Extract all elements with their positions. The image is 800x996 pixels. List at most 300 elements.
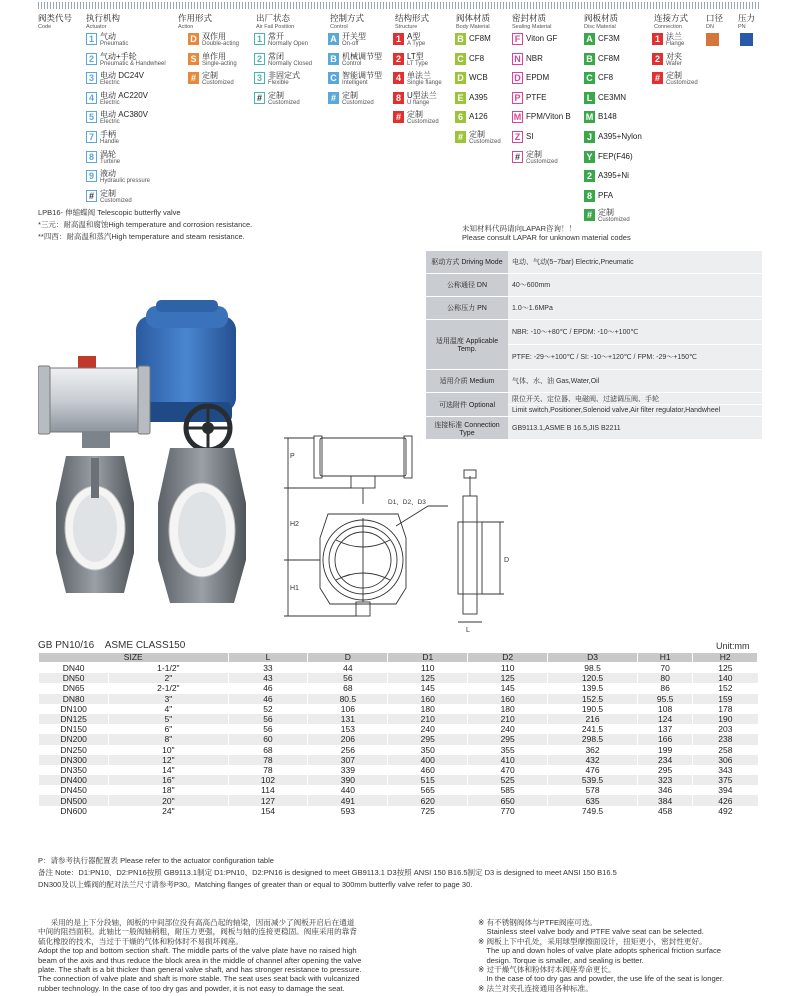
table-row [39,673,758,683]
note-unknown-en: Please consult LAPAR for unknown material codes [462,233,631,242]
table-cell: 160 [468,694,548,704]
spec-label: 驱动方式 Driving Mode [426,251,508,274]
disc-option-label [598,190,613,202]
dim-d123-label: D1、D2、D3 [388,499,426,506]
table-cell: 46 [228,683,308,693]
body-option-label [469,131,501,146]
table-cell: 190.5 [548,704,638,714]
description-line: ※ 阀板上下中孔处，采用球型摩擦面设计，扭矩更小，密封性更好。 [478,936,707,946]
structure-option [393,53,428,68]
column-header [456,14,490,32]
table-cell: 86 [637,683,692,693]
column-header [706,14,723,32]
top-stripe [38,2,760,9]
table-cell: 78 [228,765,308,775]
structure-code-box: 2 [393,53,404,65]
option-text: PFA [598,190,614,200]
pn-swatch [740,33,753,46]
disc-option-label [598,131,642,143]
sealing-option-label [526,151,558,166]
table-row [39,755,758,765]
table-cell: 80 [637,673,692,683]
column-header [654,14,688,32]
column-header-en: DN [706,24,714,30]
table-cell: 585 [468,785,548,795]
option-text-en: Customized [469,139,501,145]
table-cell: DN125 [39,714,109,724]
note-lpb16: LPB16- 伸缩蝶阀 Telescopic butterfly valve [38,208,181,217]
table-cell: 95.5 [637,694,692,704]
table-row [39,694,758,704]
table-cell: DN200 [39,734,109,744]
action-option [188,72,234,87]
actuator-option [86,111,148,126]
actuator-code-box: 8 [86,151,97,163]
table-cell: 106 [308,704,388,714]
option-text-en: Customized [407,119,439,126]
table-cell: 12" [109,755,228,765]
structure-code-box: 1 [393,33,404,45]
actuator-code-box: 1 [86,33,97,45]
column-header-en: Control [330,24,348,30]
disc-code-box: Y [584,151,595,163]
actuator-option-label [100,170,150,185]
body-option-label [469,92,488,104]
table-cell: 110 [388,663,468,674]
option-text: WCB [469,73,488,83]
action-option-label [202,53,237,68]
option-text: FEP(F46) [598,151,633,161]
structure-option-label [407,111,439,126]
option-text-cn: 电动 AC380V [100,110,149,120]
disc-code-box: L [584,92,595,104]
option-text-en: Flexible [268,80,289,87]
column-header-en: Actuator [86,24,107,30]
column-header-cn: 出厂状态 [256,13,291,23]
sealing-option [512,151,558,166]
structure-code-box: 4 [393,72,404,84]
option-text-cn: A型 [407,32,421,41]
table-cell: DN80 [39,694,109,704]
body-option-label [469,53,484,65]
sealing-option [512,53,543,65]
body-code-box: B [455,33,466,45]
table-cell: 210 [468,714,548,724]
column-header [738,14,755,32]
valve-body-right [158,448,246,603]
control-code-box: B [328,53,339,65]
column-header [256,14,294,32]
control-code-box: # [328,92,339,104]
option-text-en: Normally Open [268,41,309,47]
table-cell: 145 [468,683,548,693]
option-text-cn: 常闭 [268,51,284,61]
disc-option-label [598,111,617,123]
column-header-cn: 压力 [738,13,756,23]
sealing-code-box: N [512,53,523,65]
action-option-label [202,72,234,87]
disc-option [584,190,613,202]
table-cell: 2-1/2" [109,683,228,693]
disc-option-label [598,170,629,182]
airfail-option [254,92,300,107]
option-text-en: Customized [268,99,300,106]
actuator-option-label [100,53,166,68]
table-cell: 620 [388,795,468,805]
control-option [328,53,382,68]
description-line: ※ 有不锈钢阀体与PTFE阀座可选。 [478,918,598,927]
table-cell: DN40 [39,663,109,674]
table-cell: 426 [693,795,758,805]
option-text: CE3MN [598,92,627,102]
description-line: Stainless steel valve body and PTFE valve seat can be selected. [478,927,704,937]
option-text: CF8 [598,73,614,83]
option-text: CF8M [469,34,491,43]
disc-code-box: J [584,131,595,143]
table-cell: 241.5 [548,724,638,734]
table-cell: DN400 [39,775,109,785]
actuator-option-label [100,33,128,48]
option-text: Viton GF [526,34,558,43]
table-cell: 8" [109,734,228,744]
description-line: 采用的是上下分段轴，阀板的中间部位没有高高凸起的轴梁，因而减少了阀板开启后在通道 [38,918,355,927]
option-text-en: Wafer [666,60,682,67]
column-header-cn: 阀类代号 [38,13,73,23]
structure-option-label [407,53,428,68]
table-cell: 210 [388,714,468,724]
table-cell: 125 [468,673,548,683]
table-cell: 256 [308,745,388,755]
column-header-cn: 阀板材质 [584,13,619,23]
option-text: FPM/Viton B [526,112,571,122]
description-line: The up and down holes of valve plate adopts spherical friction surface [478,946,722,956]
airfail-code-box: 1 [254,33,265,45]
valve-body-left [56,456,134,593]
option-text-cn: 定制 [598,208,614,218]
option-text-cn: 对夹 [666,51,682,61]
control-code-box: C [328,72,339,84]
option-text-en: Control [342,60,362,67]
option-text: PTFE [526,92,547,102]
table-cell: 5" [109,714,228,724]
table-title: GB PN10/16 ASME CLASS150 [38,640,186,651]
option-text-en: Electric [100,80,120,87]
control-option-label [342,53,382,68]
column-header-cn: 连接方式 [654,13,689,23]
airfail-code-box: # [254,92,265,104]
table-cell: 240 [468,724,548,734]
sealing-code-box: P [512,92,523,104]
disc-code-box: 8 [584,190,595,202]
structure-option [393,33,425,48]
table-cell: 258 [693,745,758,755]
table-cell: 110 [468,663,548,674]
table-cell: 3" [109,694,228,704]
actuator-option [86,131,119,146]
table-row [39,775,758,785]
option-text-cn: 涡轮 [100,149,116,159]
table-row [39,724,758,734]
column-header-en: Structure [395,24,418,30]
table-cell: 295 [637,765,692,775]
table-row [39,765,758,775]
table-cell: 24" [109,806,228,816]
actuator-code-box: 4 [86,92,97,104]
option-text-en: A Type [407,41,426,47]
sealing-option [512,111,571,123]
description-line: The connection of valve plate and shaft is more stable. The seat uses seat back with vulcanized [38,974,360,984]
table-cell: 4" [109,704,228,714]
table-cell: 80.5 [308,694,388,704]
table-cell: 460 [388,765,468,775]
option-text-en: U flange [407,99,430,106]
spec-label: 连接标准 Connection Type [426,417,508,440]
spec-value: PTFE: -29～+100℃ / SI: -10～+120℃ / FPM: -29～+150℃ [508,345,762,370]
option-text: A395 [469,92,488,102]
option-text: EPDM [526,73,550,83]
table-cell: 578 [548,785,638,795]
table-header-cell: H1 [637,653,692,663]
table-cell: 539.5 [548,775,638,785]
disc-code-box: C [584,72,595,84]
description-line: In the case of too dry gas and powder, the use life of the seat is longer. [478,974,725,984]
connection-option-label [666,53,682,68]
option-text-en: Normally Closed [268,60,313,67]
action-code-box: D [188,33,199,45]
table-cell: 145 [388,683,468,693]
table-cell: 323 [637,775,692,785]
sealing-code-box: M [513,112,522,123]
column-header-en: Body Material [456,24,490,30]
table-cell: 339 [308,765,388,775]
table-header-cell: D1 [388,653,468,663]
sealing-option [512,92,546,104]
connection-option [652,33,684,48]
column-header-en: Action [178,24,194,30]
table-cell: 1-1/2" [109,663,228,674]
column-header-cn: 阀体材质 [456,13,491,23]
disc-option [584,151,633,163]
body-option [455,131,501,146]
body-option-label [469,111,488,123]
column-header-cn: 结构形式 [395,13,430,23]
spec-value: GB9113.1,ASME B 16.5,JIS B2211 [508,417,762,440]
table-header-cell: L [228,653,308,663]
table-cell: 43 [228,673,308,683]
table-row [39,663,758,674]
option-text-cn: 常开 [268,32,284,41]
actuator-option [86,151,120,166]
action-option [188,33,239,48]
option-text-en: Customized [342,99,374,106]
table-cell: 234 [637,755,692,765]
column-header [86,14,120,32]
note-three: *三元：耐高温和腐蚀High temperature and corrosion resistance. [38,220,253,229]
column-header-en: Air Fail Position [256,24,295,30]
table-cell: 190 [693,714,758,724]
option-text-cn: 定制 [526,149,542,159]
column-header [330,14,364,32]
table-cell: 6" [109,724,228,734]
table-cell: 650 [468,795,548,805]
column-header [178,14,212,32]
option-text-cn: 液动 [100,169,116,179]
option-text-cn: 法兰 [666,32,682,41]
note-unknown-cn: 未知材料代码请向LAPAR咨询！！ [462,224,577,233]
connection-option [652,72,698,87]
note-four: **四西：耐高温和蒸汽High temperature and steam resistance. [38,232,245,241]
spec-label: 公称通径 DN [426,274,508,297]
table-cell: 46 [228,694,308,704]
connection-code-box: 1 [652,33,663,45]
sealing-option [512,72,549,84]
disc-option [584,209,630,224]
description-right [478,918,778,993]
actuator-option-label [100,131,119,146]
option-text-en: Turbine [100,158,121,165]
action-code-box: # [188,72,199,84]
table-cell: 350 [388,745,468,755]
table-cell: DN65 [39,683,109,693]
option-text-en: Customized [666,80,698,87]
description-line: 中间的阻挡面积。此轴比一般阀轴稍粗，耐压力更强，阀板与轴的连接更稳固。阀座采用的靠背 [38,927,357,937]
option-text-en: LT Type [407,60,429,67]
option-text-cn: 开关型 [342,32,366,41]
sealing-code-box: F [512,33,523,45]
table-cell: 18" [109,785,228,795]
structure-code-box: 8 [393,92,404,104]
table-cell: 346 [637,785,692,795]
table-cell: DN350 [39,765,109,775]
table-cell: 56 [228,714,308,724]
airfail-option [254,72,300,87]
spec-value: 电动、气动(5~7bar) Electric,Pneumatic [508,251,762,274]
option-text: B148 [598,112,617,122]
airfail-code-box: 3 [254,72,265,84]
disc-code-box: 2 [584,170,595,182]
description-line: 硫化橡胶的技术，当过于干燥的气体和粉体时不易损坏阀座。 [38,936,244,946]
spec-row [426,393,762,405]
option-text-cn: U型法兰 [407,90,437,100]
control-option [328,72,382,87]
actuator-option [86,170,150,185]
option-text-cn: 机械调节型 [342,51,382,61]
actuator-code-box: 5 [86,111,97,123]
description-line: design. Torque is smaller, and sealing is better. [478,955,644,965]
option-text-cn: 定制 [666,71,682,81]
option-text-en: Hydraulic pressure [100,178,151,185]
table-cell: 2" [109,673,228,683]
table-cell: DN250 [39,745,109,755]
sealing-option-label [526,131,534,143]
disc-option [584,131,642,143]
table-cell: 470 [468,765,548,775]
table-cell: 216 [548,714,638,724]
connection-code-box: 2 [652,53,663,65]
table-cell: 525 [468,775,548,785]
airfail-code-box: 2 [254,53,265,65]
spec-value: Limit switch,Positioner,Solenoid valve,Air filter regulator,Handwheel [508,405,762,417]
table-cell: 108 [637,704,692,714]
description-line: Adopt the top and bottom section shaft. The middle parts of the valve plate have no raised high [38,946,357,956]
table-cell: 749.5 [548,806,638,816]
table-row [39,714,758,724]
option-text-en: Pneumatic [100,41,129,47]
airfail-option-label [268,53,312,68]
electric-actuator-body [136,316,236,412]
option-text: NBR [526,53,543,63]
control-option-label [342,92,374,107]
structure-option [393,72,442,87]
column-header-cn: 控制方式 [330,13,365,23]
option-text-cn: 定制 [202,71,218,81]
table-cell: 565 [388,785,468,795]
actuator-option-label [100,92,148,107]
dn-swatch [706,33,719,46]
column-header-en: Disc Material [584,24,616,30]
spec-value: 气体、水、油 Gas,Water,Oil [508,370,762,393]
option-text-cn: 双作用 [202,32,226,41]
dim-d-label: D [504,557,510,564]
description-line: rubber technology. In the case of too dry gas and powder, it is not easy to damage the seat. [38,983,345,993]
disc-option-label [598,209,630,224]
table-header-cell: D3 [548,653,638,663]
option-text: A126 [469,112,488,122]
option-text-cn: 气动+手轮 [100,51,137,61]
table-row [39,734,758,744]
column-header [512,14,551,32]
table-cell: 375 [693,775,758,785]
actuator-option-label [100,111,148,126]
control-code-box: A [328,33,339,45]
option-text-en: Intelligent [342,80,368,87]
table-cell: 68 [228,745,308,755]
table-cell: 199 [637,745,692,755]
sealing-option-label [526,53,543,65]
table-cell: 295 [468,734,548,744]
option-text-en: Pneumatic & Handwheel [100,60,166,67]
spec-row [426,251,762,274]
table-cell: DN450 [39,785,109,795]
option-text-cn: 定制 [407,110,423,120]
table-cell: 390 [308,775,388,785]
table-cell: 14" [109,765,228,775]
column-header [584,14,618,32]
option-text-cn: 智能调节型 [342,71,382,81]
table-cell: 152 [693,683,758,693]
table-row [39,704,758,714]
table-cell: 476 [548,765,638,775]
table-cell: 306 [693,755,758,765]
option-text-cn: 电动 DC24V [100,71,145,81]
disc-option [584,92,626,104]
connection-option-label [666,33,684,48]
airfail-option-label [268,92,300,107]
table-row [39,795,758,805]
disc-option-label [598,92,626,104]
table-cell: 166 [637,734,692,744]
table-cell: DN600 [39,806,109,816]
spec-row [426,274,762,297]
disc-option [584,33,620,45]
sealing-option-label [526,72,549,84]
option-text-en: Electric [100,99,120,106]
description-line: ※ 过干燥气体和粉体时本阀座寿命更长。 [478,965,616,975]
airfail-option [254,53,312,68]
column-header [395,14,429,32]
table-cell: 56 [308,673,388,683]
actuator-option [86,72,144,87]
